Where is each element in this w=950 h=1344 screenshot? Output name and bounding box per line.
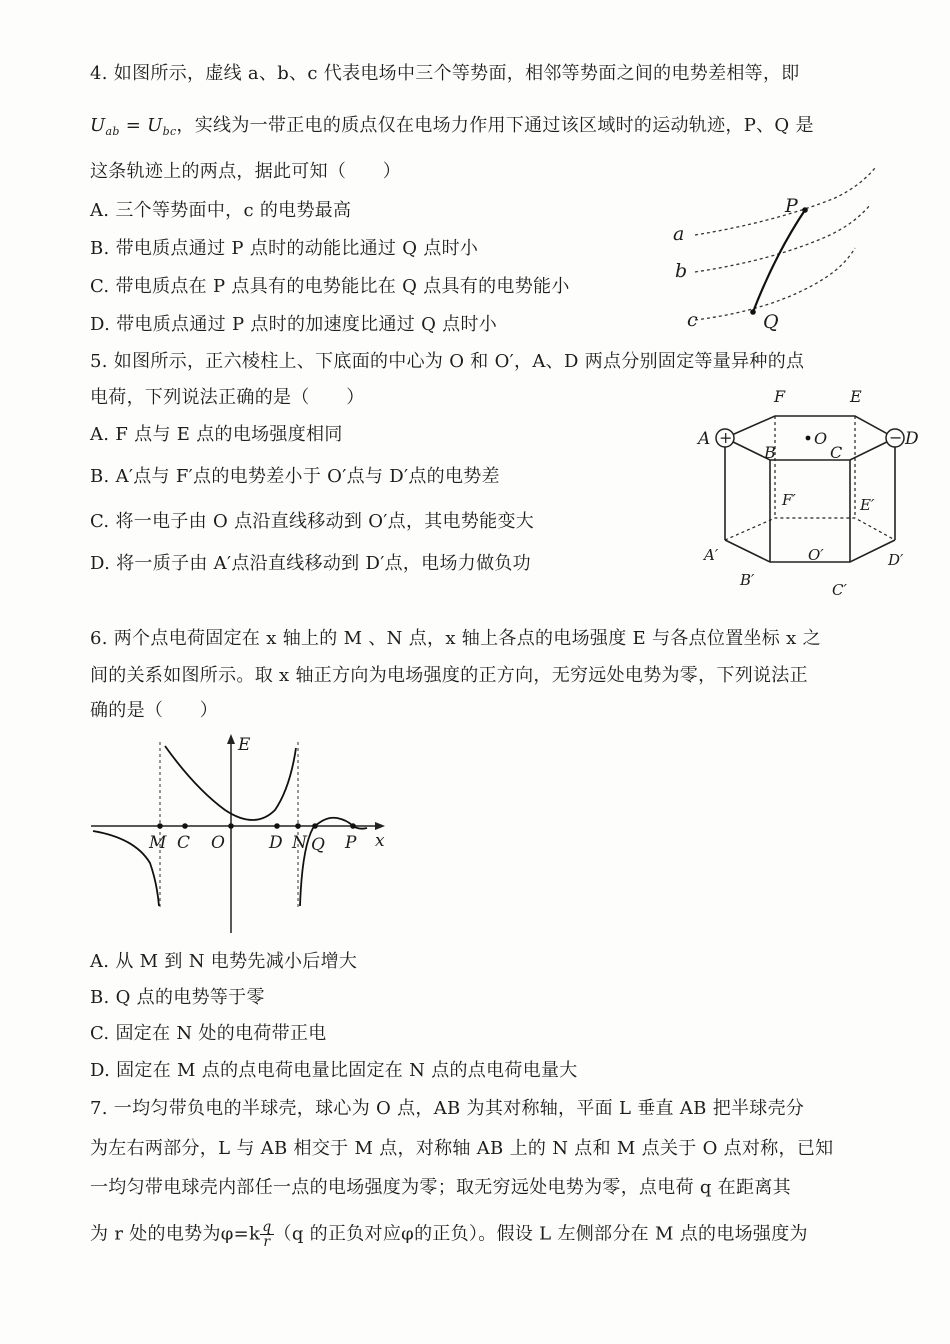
q5-label-a-prime: A′ bbox=[704, 546, 719, 564]
q7-stem-line4 bbox=[90, 1220, 808, 1249]
q6-point-q bbox=[312, 823, 318, 829]
q5-label-a: A bbox=[698, 429, 711, 449]
q4-option-c: C. 带电质点在 P 点具有的电势能比在 Q 点具有的电势能小 bbox=[90, 276, 570, 297]
q6-point-d bbox=[274, 823, 280, 829]
q4-label-q: Q bbox=[763, 311, 779, 333]
q4-equals: = bbox=[119, 115, 148, 136]
q5-figure bbox=[690, 380, 930, 605]
q5-option-d: D. 将一质子由 A′点沿直线移动到 D′点，电场力做负功 bbox=[90, 553, 531, 574]
q6-point-c bbox=[182, 823, 188, 829]
q5-plus-sign: + bbox=[719, 428, 733, 447]
q5-minus-sign: − bbox=[889, 428, 903, 447]
q4-option-a: A. 三个等势面中，c 的电势最高 bbox=[90, 200, 352, 221]
q4-figure bbox=[665, 160, 885, 340]
q6-label-o: O bbox=[211, 833, 225, 853]
q4-u-ab: U bbox=[90, 115, 106, 136]
q6-stem-line2: 间的关系如图所示。取 x 轴正方向为电场强度的正方向，无穷远处电势为零，下列说法正 bbox=[90, 665, 808, 686]
q4-label-a: a bbox=[673, 223, 685, 245]
q4-option-d: D. 带电质点通过 P 点时的加速度比通过 Q 点时小 bbox=[90, 314, 498, 335]
q6-curve-right bbox=[300, 818, 367, 906]
q6-e-arrow bbox=[227, 734, 235, 744]
q4-point-q bbox=[750, 309, 756, 315]
q6-label-d: D bbox=[269, 833, 283, 853]
q4-trajectory bbox=[753, 210, 805, 312]
q6-stem-line3: 确的是（ ） bbox=[90, 700, 219, 721]
q4-stem-line3: 这条轨迹上的两点，据此可知（ ） bbox=[90, 161, 402, 182]
q5-label-f: F bbox=[774, 387, 786, 406]
q4-equipotential-c bbox=[695, 248, 855, 320]
q6-label-e: E bbox=[238, 735, 251, 755]
q7-fraction bbox=[260, 1220, 273, 1249]
q4-point-p bbox=[802, 207, 808, 213]
q4-label-c: c bbox=[687, 309, 698, 331]
q5-label-o: O bbox=[814, 429, 828, 448]
q5-center-o-dot bbox=[806, 436, 811, 441]
q6-stem-line1: 6. 两个点电荷固定在 x 轴上的 M 、N 点，x 轴上各点的电场强度 E 与各点位置坐标 x 之 bbox=[90, 628, 821, 649]
q5-option-b: B. A′点与 F′点的电势差小于 O′点与 D′点的电势差 bbox=[90, 466, 500, 487]
q5-label-c-prime: C′ bbox=[832, 581, 847, 599]
q4-u-bc: U bbox=[147, 115, 163, 136]
q5-stem-line1: 5. 如图所示，正六棱柱上、下底面的中心为 O 和 O′，A、D 两点分别固定等量异种的点 bbox=[90, 351, 805, 372]
q6-point-o bbox=[228, 823, 234, 829]
q7-frac-denominator: r bbox=[263, 1234, 271, 1250]
q5-option-c: C. 将一电子由 O 点沿直线移动到 O′点，其电势能变大 bbox=[90, 511, 535, 532]
q6-label-x: x bbox=[375, 831, 385, 851]
q6-figure bbox=[85, 728, 395, 943]
q6-option-a: A. 从 M 到 N 电势先减小后增大 bbox=[90, 951, 358, 972]
q7-line4-start: 为 r 处的电势为φ=k bbox=[90, 1223, 261, 1245]
q5-label-d: D bbox=[905, 429, 919, 449]
q6-point-p bbox=[350, 823, 356, 829]
q5-label-c: C bbox=[830, 443, 843, 462]
q6-option-b: B. Q 点的电势等于零 bbox=[90, 987, 265, 1008]
q6-label-p: P bbox=[345, 833, 357, 853]
q6-point-m bbox=[157, 823, 163, 829]
q7-stem-line3: 一均匀带电球壳内部任一点的电场强度为零；取无穷远处电势为零，点电荷 q 在距离其 bbox=[90, 1177, 791, 1198]
q6-option-c: C. 固定在 N 处的电荷带正电 bbox=[90, 1023, 327, 1044]
q5-label-f-prime: F′ bbox=[782, 491, 796, 509]
q4-stem-line1: 4. 如图所示，虚线 a、b、c 代表电场中三个等势面，相邻等势面之间的电势差相等，即 bbox=[90, 63, 800, 84]
q5-label-o-prime: O′ bbox=[808, 546, 824, 564]
q6-label-c: C bbox=[177, 833, 191, 853]
q5-option-a: A. F 点与 E 点的电场强度相同 bbox=[90, 424, 343, 445]
q7-stem-line1: 7. 一均匀带负电的半球壳，球心为 O 点，AB 为其对称轴，平面 L 垂直 AB 把半球壳分 bbox=[90, 1098, 805, 1119]
q6-label-q: Q bbox=[311, 835, 325, 855]
q5-bottom-back-edges bbox=[725, 518, 895, 540]
q6-point-n bbox=[295, 823, 301, 829]
q5-label-b-prime: B′ bbox=[740, 571, 755, 589]
q4-sub-ab: ab bbox=[105, 125, 120, 138]
q5-stem-line2: 电荷，下列说法正确的是（ ） bbox=[90, 387, 365, 408]
q6-x-arrow bbox=[375, 822, 385, 830]
q5-label-e-prime: E′ bbox=[860, 496, 875, 514]
q7-line4-end: （q 的正负对应φ的正负）。假设 L 左侧部分在 M 点的电场强度为 bbox=[273, 1223, 808, 1245]
q4-stem-line2 bbox=[90, 114, 814, 144]
q4-label-b: b bbox=[675, 260, 688, 282]
q6-label-m: M bbox=[149, 833, 167, 853]
q5-label-e: E bbox=[850, 387, 862, 406]
q4-label-p: P bbox=[785, 195, 798, 217]
q6-label-n: N bbox=[292, 833, 307, 853]
q4-sub-bc: bc bbox=[162, 125, 177, 138]
q7-frac-numerator: q bbox=[262, 1219, 272, 1235]
q4-option-b: B. 带电质点通过 P 点时的动能比通过 Q 点时小 bbox=[90, 238, 479, 259]
q4-stem-line2-rest: ，实线为一带正电的质点仅在电场力作用下通过该区域时的运动轨迹，P、Q 是 bbox=[176, 115, 814, 136]
q5-label-b: B bbox=[764, 443, 776, 462]
q7-stem-line2: 为左右两部分，L 与 AB 相交于 M 点，对称轴 AB 上的 N 点和 M 点关于 O 点对称，已知 bbox=[90, 1138, 834, 1159]
q5-label-d-prime: D′ bbox=[888, 551, 904, 569]
q6-option-d: D. 固定在 M 点的点电荷电量比固定在 N 点的点电荷电量大 bbox=[90, 1060, 578, 1081]
